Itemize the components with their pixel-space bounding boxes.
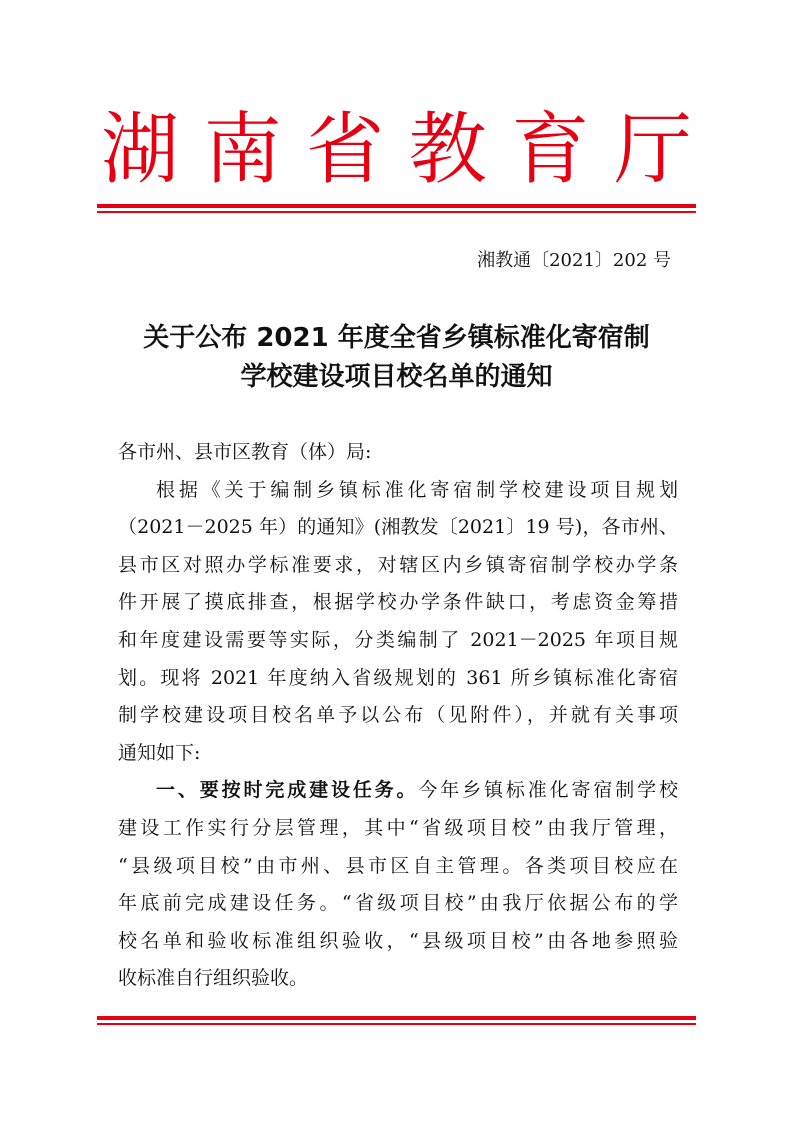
paragraph-line: 县市区对照办学标准要求，对辖区内乡镇寄宿制学校办学条 [118, 553, 678, 576]
notice-title-line-2: 学校建设项目校名单的通知 [240, 362, 553, 392]
masthead-char: 教 [408, 105, 487, 195]
red-divider-thin [97, 211, 696, 213]
paragraph-line: 和年度建设需要等实际，分类编制了 2021－2025 年项目规 [118, 628, 678, 651]
paragraph-line: 通知如下: [118, 741, 201, 764]
paragraph-line: 建设工作实行分层管理，其中“省级项目校”由我厅管理， [118, 816, 678, 839]
section-heading: 一、要按时完成建设任务。 [156, 779, 419, 802]
paragraph-text: 今年乡镇标准化寄宿制学校 [418, 779, 678, 802]
paragraph-line: 件开展了摸底排查，根据学校办学条件缺口，考虑资金筹措 [118, 591, 678, 614]
document-number: 湘教通〔2021〕202 号 [477, 250, 671, 271]
masthead-char: 湖 [100, 105, 179, 195]
notice-title-line-1: 关于公布 2021 年度全省乡镇标准化寄宿制 [143, 323, 650, 353]
paragraph-line: 收标准自行组织验收。 [118, 967, 309, 990]
masthead-title [100, 100, 693, 200]
red-divider-thick [97, 204, 696, 208]
paragraph-line: （2021－2025 年）的通知》(湘教发〔2021〕19 号)，各市州、 [118, 516, 678, 539]
paragraph-line: “县级项目校”由市州、县市区自主管理。各类项目校应在 [118, 854, 678, 877]
salutation: 各市州、县市区教育（体）局: [118, 441, 372, 463]
paragraph-line: 根据《关于编制乡镇标准化寄宿制学校建设项目规划 [156, 478, 678, 501]
masthead-char: 南 [203, 105, 282, 195]
paragraph-line: 制学校建设项目校名单予以公布（见附件），并就有关事项 [118, 704, 678, 727]
masthead-char: 厅 [613, 105, 692, 195]
paragraph-line: 校名单和验收标准组织验收，“县级项目校”由各地参照验 [118, 929, 678, 952]
paragraph-line [118, 772, 678, 810]
masthead-char: 省 [306, 105, 385, 195]
paragraph-line: 年底前完成建设任务。“省级项目校”由我厅依据公布的学 [118, 892, 678, 915]
red-divider-thick [97, 1016, 696, 1020]
masthead-char: 育 [511, 105, 590, 195]
red-divider-thin [97, 1023, 696, 1025]
paragraph-line: 划。现将 2021 年度纳入省级规划的 361 所乡镇标准化寄宿 [118, 666, 678, 689]
document-body [118, 434, 678, 998]
